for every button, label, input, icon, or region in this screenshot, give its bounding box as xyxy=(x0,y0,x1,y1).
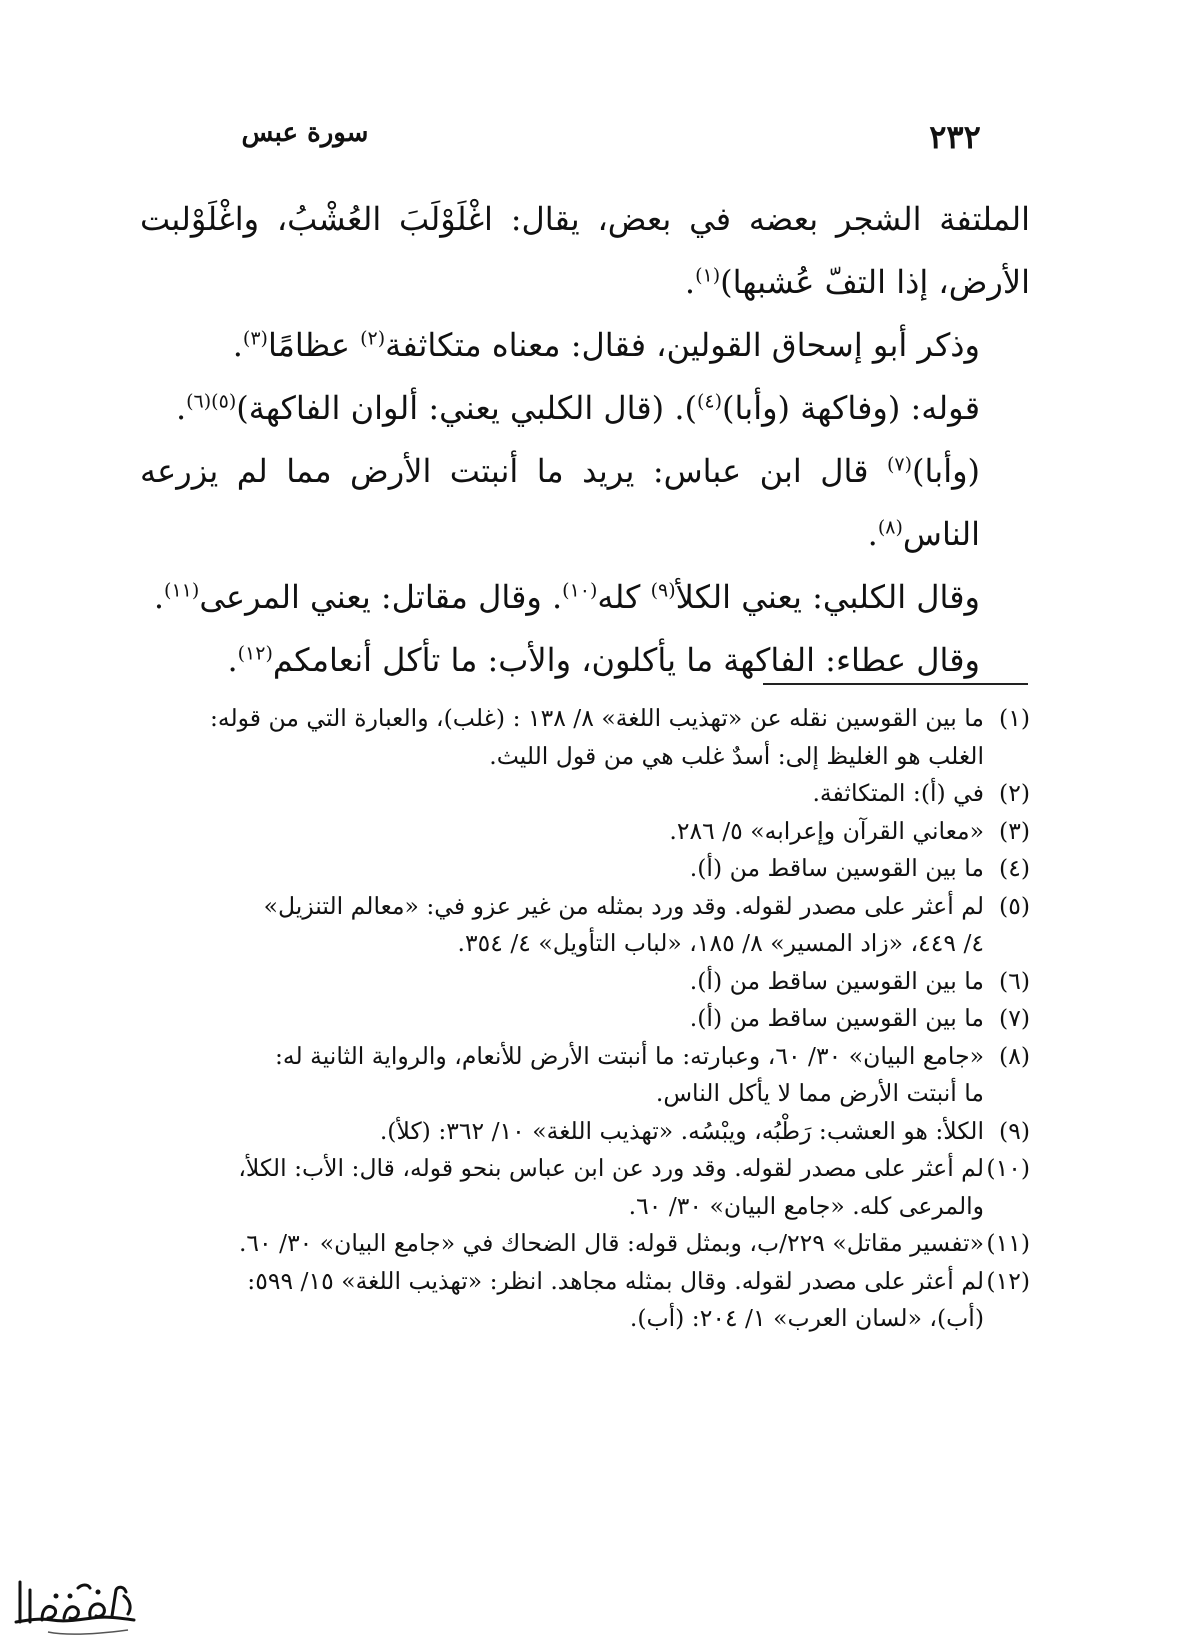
footnote-number: (٨) xyxy=(999,1041,1030,1070)
text-run: كله xyxy=(597,578,651,616)
footnote-number: (١١) xyxy=(986,1229,1030,1257)
paragraph-5 xyxy=(140,566,1030,629)
footnote xyxy=(140,1000,1030,1038)
text-run: ). (قال الكلبي يعني: ألوان الفاكهة) xyxy=(236,389,697,427)
footnote-line: ٤/ ٤٤٩، «زاد المسير» ٨/ ١٨٥، «لباب التأويل» ٤/ ٣٥٤. xyxy=(457,929,984,957)
footnote-number: (٩) xyxy=(999,1116,1030,1145)
footnote-divider xyxy=(763,683,1028,685)
footnote-ref-5[interactable]: (٥) xyxy=(211,390,237,413)
footnote-line: لم أعثر على مصدر لقوله. وقال بمثله مجاهد. انظر: «تهذيب اللغة» ١٥/ ٥٩٩: xyxy=(247,1266,984,1295)
footnote xyxy=(140,1038,1030,1113)
footnote-body xyxy=(140,775,984,813)
footnote-line: لم أعثر على مصدر لقوله. وقد ورد عن ابن عباس بنحو قوله، قال: الأب: الكلأ، xyxy=(238,1154,984,1182)
text-run: . xyxy=(175,389,187,427)
footnote-ref-3[interactable]: (٣) xyxy=(242,327,268,350)
footnote-body xyxy=(140,1150,984,1225)
footnote-body xyxy=(140,1000,984,1038)
publisher-logo-icon xyxy=(8,1560,143,1642)
footnote-number: (٦) xyxy=(999,966,1030,995)
footnote-ref-11[interactable]: (١١) xyxy=(164,579,200,602)
footnote xyxy=(140,1113,1030,1151)
footnote-ref-8[interactable]: (٨) xyxy=(877,516,903,539)
text-run: الملتفة الشجر بعضه في بعض، يقال: اغْلَوْلَبَ العُشْبُ، واغْلَوْلبت الأرض، إذا التفّ عُشبها) xyxy=(140,200,1030,301)
footnote-body xyxy=(140,1038,984,1113)
footnote-number: (٢) xyxy=(999,779,1030,807)
footnote-number: (١٢) xyxy=(986,1266,1030,1295)
footnote xyxy=(140,775,1030,813)
footnote xyxy=(140,850,1030,888)
text-run: وقال الكلبي: يعني الكلأ xyxy=(675,578,980,616)
paragraph-2 xyxy=(140,314,1030,377)
footnote-line: ما أنبتت الأرض مما لا يأكل الناس. xyxy=(655,1079,984,1107)
footnote xyxy=(140,888,1030,963)
text-run: عظامًا xyxy=(267,326,361,364)
footnote-ref-4[interactable]: (٤) xyxy=(696,390,723,413)
footnote-number: (١٠) xyxy=(986,1154,1030,1182)
footnotes xyxy=(140,700,1030,1338)
footnote-body xyxy=(140,963,984,1001)
text-run: . xyxy=(867,515,878,553)
footnote xyxy=(140,1150,1030,1225)
footnote-line: «جامع البيان» ٣٠/ ٦٠، وعبارته: ما أنبتت الأرض للأنعام، والرواية الثانية له: xyxy=(274,1041,984,1070)
footnote-body xyxy=(140,700,984,775)
footnote-ref-2[interactable]: (٢) xyxy=(360,327,386,350)
footnote xyxy=(140,1225,1030,1263)
footnote-body xyxy=(140,1225,984,1263)
paragraph-1 xyxy=(140,188,1030,314)
main-text xyxy=(140,188,1030,692)
footnote-line: «تفسير مقاتل» ٢٢٩/ب، وبمثل قوله: قال الضحاك في «جامع البيان» ٣٠/ ٦٠. xyxy=(238,1229,984,1257)
footnote-ref-12[interactable]: (١٢) xyxy=(237,642,273,665)
footnote-line: في (أ): المتكاثفة. xyxy=(812,779,984,807)
footnote-line: ما بين القوسين نقله عن «تهذيب اللغة» ٨/ ١٣٨ : (غلب)، والعبارة التي من قوله: xyxy=(209,704,984,732)
running-title: سورة عبس xyxy=(241,118,369,148)
footnote-body xyxy=(140,1263,984,1338)
footnote-body xyxy=(140,1113,984,1151)
text-run: . xyxy=(153,578,165,616)
footnote xyxy=(140,700,1030,775)
paragraph-4 xyxy=(140,440,1030,566)
text-run: . وقال مقاتل: يعني المرعى xyxy=(199,578,563,616)
footnote-ref-10[interactable]: (١٠) xyxy=(562,579,598,602)
footnote-ref-7[interactable]: (٧) xyxy=(886,453,913,476)
footnote-ref-1[interactable]: (١) xyxy=(695,264,721,287)
paragraph-3 xyxy=(140,377,1030,440)
footnote-line: لم أعثر على مصدر لقوله. وقد ورد بمثله من غير عزو في: «معالم التنزيل» xyxy=(263,891,984,920)
footnote-ref-9[interactable]: (٩) xyxy=(650,579,676,602)
footnote-ref-6[interactable]: (٦) xyxy=(186,390,212,413)
footnote-body xyxy=(140,888,984,963)
footnote-number: (٤) xyxy=(999,854,1030,882)
footnote-line: ما بين القوسين ساقط من (أ). xyxy=(689,966,984,995)
footnote-line: الكلأ: هو العشب: رَطْبُه، ويبْسُه. «تهذيب اللغة» ١٠/ ٣٦٢: (كلأ). xyxy=(379,1116,984,1145)
footnote-line: ما بين القوسين ساقط من (أ). xyxy=(689,854,984,882)
footnote-line: ما بين القوسين ساقط من (أ). xyxy=(689,1004,984,1032)
footnote-number: (٥) xyxy=(999,891,1030,920)
footnote-number: (٣) xyxy=(999,816,1030,845)
footnote-line: «معاني القرآن وإعرابه» ٥/ ٢٨٦. xyxy=(669,816,984,845)
footnote xyxy=(140,813,1030,851)
footnote-body xyxy=(140,850,984,888)
text-run: قال ابن عباس: يريد ما أنبتت الأرض مما لم يزرعه الناس xyxy=(140,452,980,553)
footnote xyxy=(140,963,1030,1001)
text-run: وقال عطاء: الفاكهة ما يأكلون، والأب: ما تأكل أنعامكم xyxy=(272,641,980,679)
footnote-line: (أب)، «لسان العرب» ١/ ٢٠٤: (أب). xyxy=(629,1304,984,1332)
footnote-body xyxy=(140,813,984,851)
text-run: قوله: (وفاكهة (وأبا) xyxy=(722,389,980,427)
footnote-number: (١) xyxy=(999,704,1030,732)
footnote-line: والمرعى كله. «جامع البيان» ٣٠/ ٦٠. xyxy=(628,1191,984,1220)
text-run: . xyxy=(684,263,696,301)
page-number: ٢٣٢ xyxy=(929,118,981,156)
footnote xyxy=(140,1263,1030,1338)
footnote-line: الغلب هو الغليظ إلى: أسدٌ غلب هي من قول الليث. xyxy=(489,741,984,770)
footnote-number: (٧) xyxy=(999,1004,1030,1032)
text-run: وذكر أبو إسحاق القولين، فقال: معناه متكاثفة xyxy=(385,326,980,364)
text-run: . xyxy=(232,326,243,364)
text-run: (وأبا) xyxy=(912,452,981,490)
text-run: . xyxy=(227,641,238,679)
